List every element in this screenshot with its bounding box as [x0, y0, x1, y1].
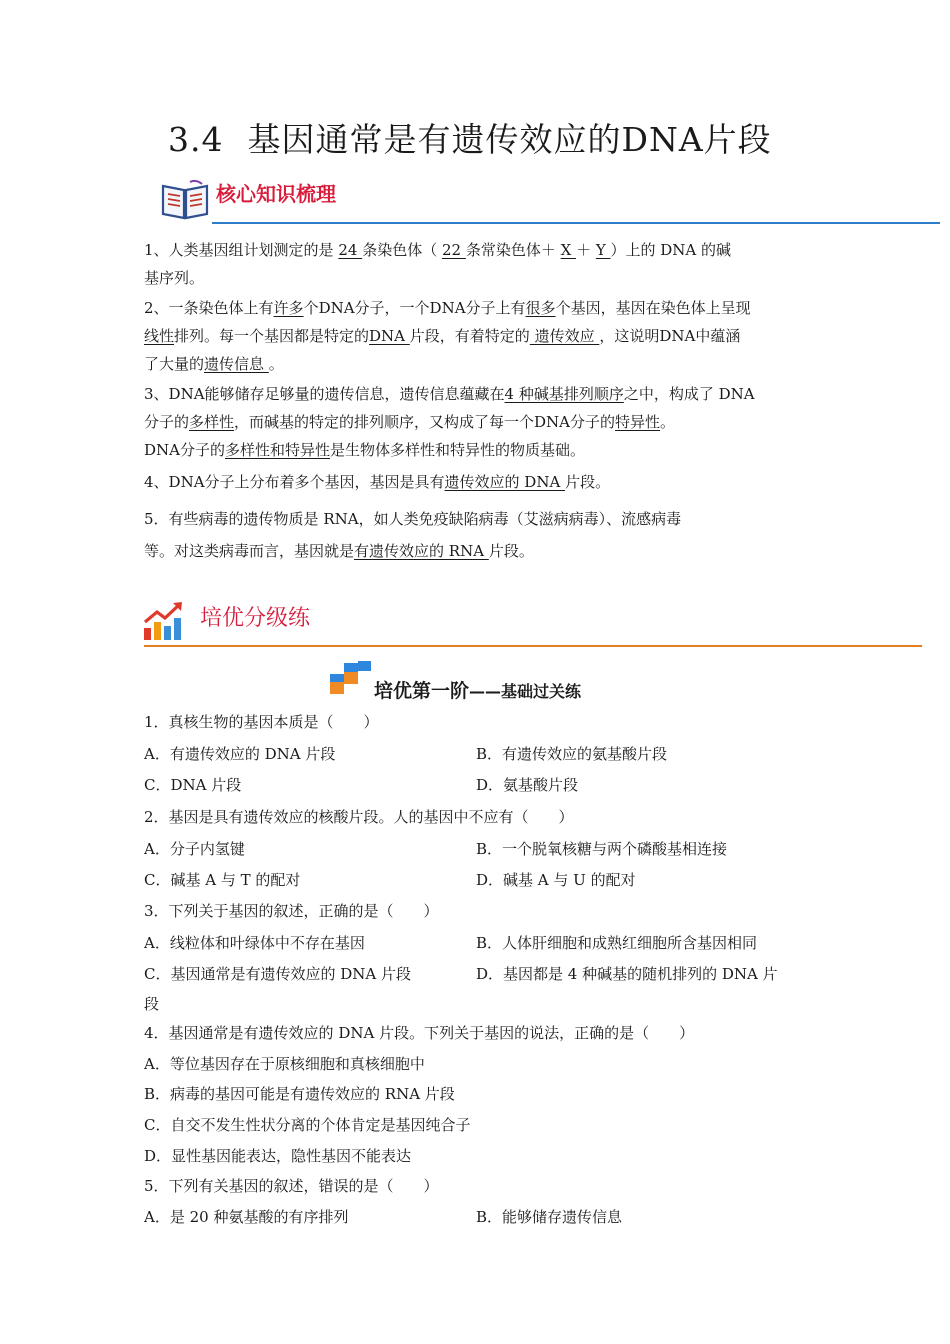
knowledge-point-2: 2、一条染色体上有许多个DNA分子，一个DNA分子上有很多个基因，基因在染色体上呈现 线性排列。每一个基因都是特定的DNA 片段，有着特定的 遗传效应 ，这说明DNA中蕴涵 了大量的遗传信息 。 — [144, 299, 751, 373]
knowledge-point-4: 4、DNA分子上分布着多个基因，基因是具有遗传效应的 DNA 片段。 — [144, 473, 611, 491]
question-2-stem: 2．基因是具有遗传效应的核酸片段。人的基因中不应有（ ） — [144, 808, 574, 826]
question-5-option-a[interactable]: A．是 20 种氨基酸的有序排列 — [144, 1208, 349, 1226]
open-book-icon — [160, 178, 210, 220]
question-1-option-d[interactable]: D．氨基酸片段 — [476, 776, 579, 794]
question-1-option-a[interactable]: A．有遗传效应的 DNA 片段 — [144, 745, 336, 763]
question-4-option-c[interactable]: C．自交不发生性状分离的个体肯定是基因纯合子 — [144, 1116, 471, 1134]
section-title-core-knowledge: 核心知识梳理 — [216, 182, 336, 206]
question-2-option-b[interactable]: B．一个脱氧核糖与两个磷酸基相连接 — [476, 840, 728, 858]
question-1-option-c[interactable]: C．DNA 片段 — [144, 776, 242, 794]
question-2-option-c[interactable]: C．碱基 A 与 T 的配对 — [144, 871, 301, 889]
stage-title: 培优第一阶——基础过关练 — [374, 680, 582, 702]
question-3-option-b[interactable]: B．人体肝细胞和成熟红细胞所含基因相同 — [476, 934, 758, 952]
question-4-option-a[interactable]: A．等位基因存在于原核细胞和真核细胞中 — [144, 1055, 425, 1073]
question-3-option-d-wrap: 段 — [144, 995, 160, 1013]
page-title: 3.4 基因通常是有遗传效应的DNA片段 — [168, 120, 772, 159]
growth-chart-icon — [142, 600, 188, 642]
question-4-stem: 4．基因通常是有遗传效应的 DNA 片段。下列关于基因的说法，正确的是（ ） — [144, 1024, 695, 1042]
section-title-graded-practice: 培优分级练 — [200, 606, 311, 631]
question-5-stem: 5．下列有关基因的叙述，错误的是（ ） — [144, 1177, 439, 1195]
question-3-option-d[interactable]: D．基因都是 4 种碱基的随机排列的 DNA 片 — [476, 965, 778, 983]
knowledge-point-1: 1、人类基因组计划测定的是 24 条染色体（ 22 条常染色体＋ X ＋ Y ）上的 DNA 的碱 基序列。 — [144, 241, 732, 287]
question-2-option-d[interactable]: D．碱基 A 与 U 的配对 — [476, 871, 636, 889]
question-2-option-a[interactable]: A．分子内氢键 — [144, 840, 245, 858]
question-3-option-c[interactable]: C．基因通常是有遗传效应的 DNA 片段 — [144, 965, 411, 983]
question-1-option-b[interactable]: B．有遗传效应的氨基酸片段 — [476, 745, 668, 763]
section-divider — [212, 222, 940, 224]
question-4-option-d[interactable]: D．显性基因能表达，隐性基因不能表达 — [144, 1147, 412, 1165]
question-5-option-b[interactable]: B．能够储存遗传信息 — [476, 1208, 623, 1226]
question-4-option-b[interactable]: B．病毒的基因可能是有遗传效应的 RNA 片段 — [144, 1085, 455, 1103]
question-3-stem: 3．下列关于基因的叙述，正确的是（ ） — [144, 902, 439, 920]
knowledge-point-3: 3、DNA能够储存足够量的遗传信息，遗传信息蕴藏在4 种碱基排列顺序之中，构成了 DNA 分子的多样性，而碱基的特定的排列顺序，又构成了每一个DNA分子的特异性。 DNA分子的多样性和特异性是生物体多样性和特异性的物质基础。 — [144, 385, 755, 459]
question-1-stem: 1．真核生物的基因本质是（ ） — [144, 713, 379, 731]
stairs-icon — [328, 661, 372, 695]
section-divider-orange — [144, 645, 922, 647]
question-3-option-a[interactable]: A．线粒体和叶绿体中不存在基因 — [144, 934, 365, 952]
knowledge-point-5: 5．有些病毒的遗传物质是 RNA，如人类免疫缺陷病毒（艾滋病病毒）、流感病毒 等。对这类病毒而言，基因就是有遗传效应的 RNA 片段。 — [144, 510, 682, 560]
